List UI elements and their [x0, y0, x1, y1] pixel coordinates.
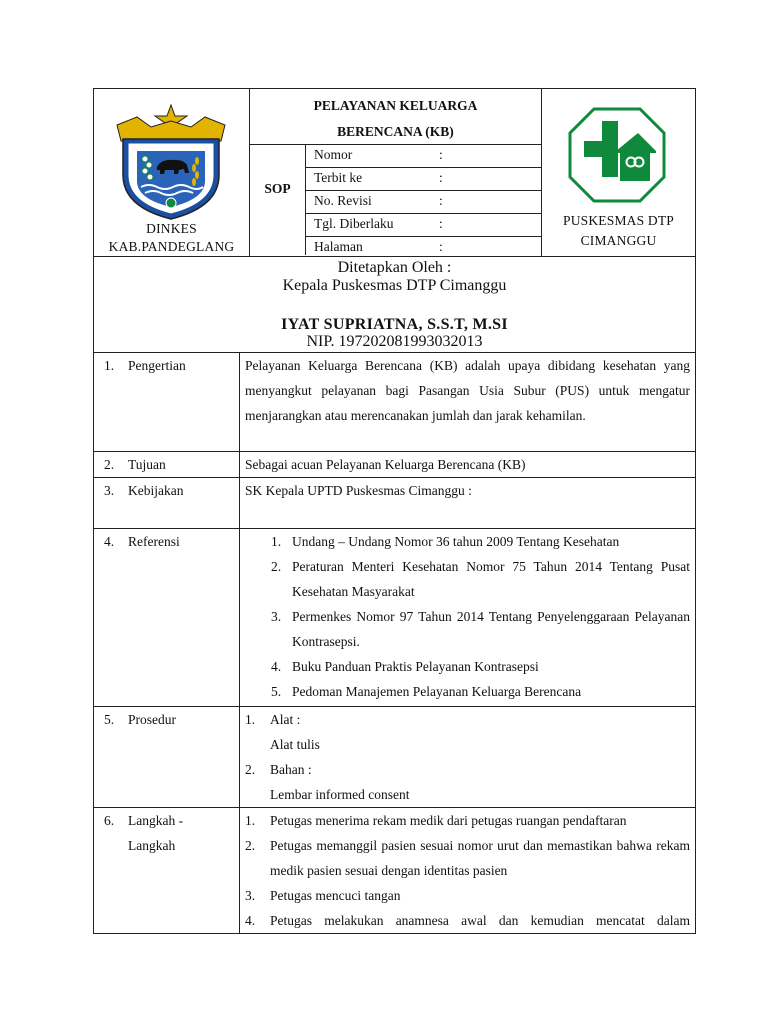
list-item: 3. Petugas mencuci tangan [245, 887, 401, 903]
list-item: 5. Pedoman Manajemen Pelayanan Keluarga Berencana [271, 683, 582, 699]
row-prosedur: 5. Prosedur 1. Alat : Alat tulis 2. Bahan : Lembar informed consent [94, 706, 696, 807]
content-referensi [240, 528, 696, 706]
sop-body-table [93, 353, 696, 934]
row-kebijakan: 3. Kebijakan SK Kepala UPTD Puskesmas Cimanggu : [94, 477, 696, 528]
list-item: 1. Alat : [245, 711, 301, 727]
content-pengertian: Pelayanan Keluarga Berencana (KB) adalah upaya dibidang kesehatan yang menyangkut pelayanan bagi Pasangan Usia Subur (PUS) untuk mengatur menjarangkan atau merencanakan jumlah dan jarak kehamilan. [240, 353, 696, 451]
sop-header-table [93, 88, 696, 257]
content-kebijakan: SK Kepala UPTD Puskesmas Cimanggu : [240, 477, 696, 528]
label-pengertian: Pengertian [128, 358, 186, 373]
prosedur-bahan-item: Lembar informed consent [270, 786, 410, 802]
row-tujuan: 2. Tujuan Sebagai acuan Pelayanan Keluarga Berencana (KB) [94, 451, 696, 477]
meta-row-tgl: Tgl. Diberlaku : [306, 214, 541, 237]
row-pengertian: 1. Pengertian Pelayanan Keluarga Berencana (KB) adalah upaya dibidang kesehatan yang menyangkut pelayanan bagi Pasangan Usia Subur (PUS) untuk mengatur menjarangkan atau merencanakan jumlah dan jarak kehamilan. [94, 353, 696, 451]
approval-line-1: Ditetapkan Oleh : [337, 259, 452, 276]
approval-block [93, 255, 696, 353]
meta-row-revisi: No. Revisi : [306, 191, 541, 214]
list-item: 4. Buku Panduan Praktis Pelayanan Kontrasepsi [271, 658, 539, 674]
meta-row-halaman: Halaman : [314, 239, 443, 254]
content-langkah [240, 807, 696, 933]
sop-title: PELAYANAN KELUARGA BERENCANA (KB) [250, 89, 541, 145]
sop-meta-block [306, 145, 541, 255]
pandeglang-emblem-icon [115, 103, 227, 221]
referensi-list [245, 529, 690, 704]
row-langkah: 6. Langkah - Langkah 1. Petugas menerima rekam medik dari petugas ruangan pendaftaran 2. Petugas memanggil pasien sesuai nomor urut dan memastikan bahwa rekam medik pasien sesuai dengan identitas pasien 3. Petugas mencuci tangan 4. Petugas melakukan anamnesa awal dan kemudian mencatat dalam [94, 807, 696, 933]
label-tujuan: Tujuan [128, 456, 166, 472]
approval-line-2: Kepala Puskesmas DTP Cimanggu [282, 277, 507, 294]
row-referensi: 4. Referensi 1. Undang – Undang Nomor 36 tahun 2009 Tentang Kesehatan 2. Peraturan Menteri Kesehatan Nomor 75 Tahun 2014 Tentang Pusat Kesehatan Masyarakat 3. Permenkes Nomor 97 Tahun 2014 Tentang Penyelenggaraan Pelayanan Kontrasepsi. 4. Buku Panduan Praktis Pelayanan Kontrasepsi 5. Pedoman Manajemen Pelayanan Keluarga Berencana [94, 528, 696, 706]
prosedur-alat-item: Alat tulis [270, 736, 320, 752]
approver-name: IYAT SUPRIATNA, S.S.T, M.SI [281, 316, 508, 333]
list-item: 1. Undang – Undang Nomor 36 tahun 2009 Tentang Kesehatan [271, 533, 620, 549]
content-prosedur [240, 706, 696, 807]
meta-row-terbit: Terbit ke : [306, 168, 541, 191]
approver-nip: NIP. 197202081993032013 [306, 333, 483, 350]
label-referensi: Referensi [128, 533, 180, 549]
label-langkah: Langkah - Langkah [128, 812, 184, 853]
list-item: 2. Peraturan Menteri Kesehatan Nomor 75 Tahun 2014 Tentang Pusat Kesehatan Masyarakat [271, 558, 690, 599]
list-item: 1. Petugas menerima rekam medik dari petugas ruangan pendaftaran [245, 812, 627, 828]
dinkes-logo-cell [94, 89, 250, 257]
puskesmas-logo-cell [542, 89, 696, 257]
list-item: 2. Petugas memanggil pasien sesuai nomor urut dan memastikan bahwa rekam medik pasien sesuai dengan identitas pasien [245, 837, 690, 878]
puskesmas-label: PUSKESMAS DTP CIMANGGU [562, 213, 674, 248]
dinkes-label: DINKES KAB.PANDEGLANG [108, 221, 235, 254]
label-prosedur: Prosedur [128, 711, 176, 727]
list-item: 2. Bahan : [245, 761, 312, 777]
meta-row-nomor: Nomor : [306, 145, 541, 168]
list-item: 3. Permenkes Nomor 97 Tahun 2014 Tentang Penyelenggaraan Pelayanan Kontrasepsi. [271, 608, 690, 649]
list-item: 4. Petugas melakukan anamnesa awal dan kemudian mencatat dalam [245, 912, 690, 928]
langkah-list [245, 808, 690, 933]
content-tujuan: Sebagai acuan Pelayanan Keluarga Berencana (KB) [240, 451, 696, 477]
label-kebijakan: Kebijakan [128, 482, 184, 498]
prosedur-list [245, 707, 690, 732]
sop-label: SOP [250, 145, 306, 255]
puskesmas-logo-icon [568, 107, 666, 203]
sop-title-cell [250, 89, 542, 257]
